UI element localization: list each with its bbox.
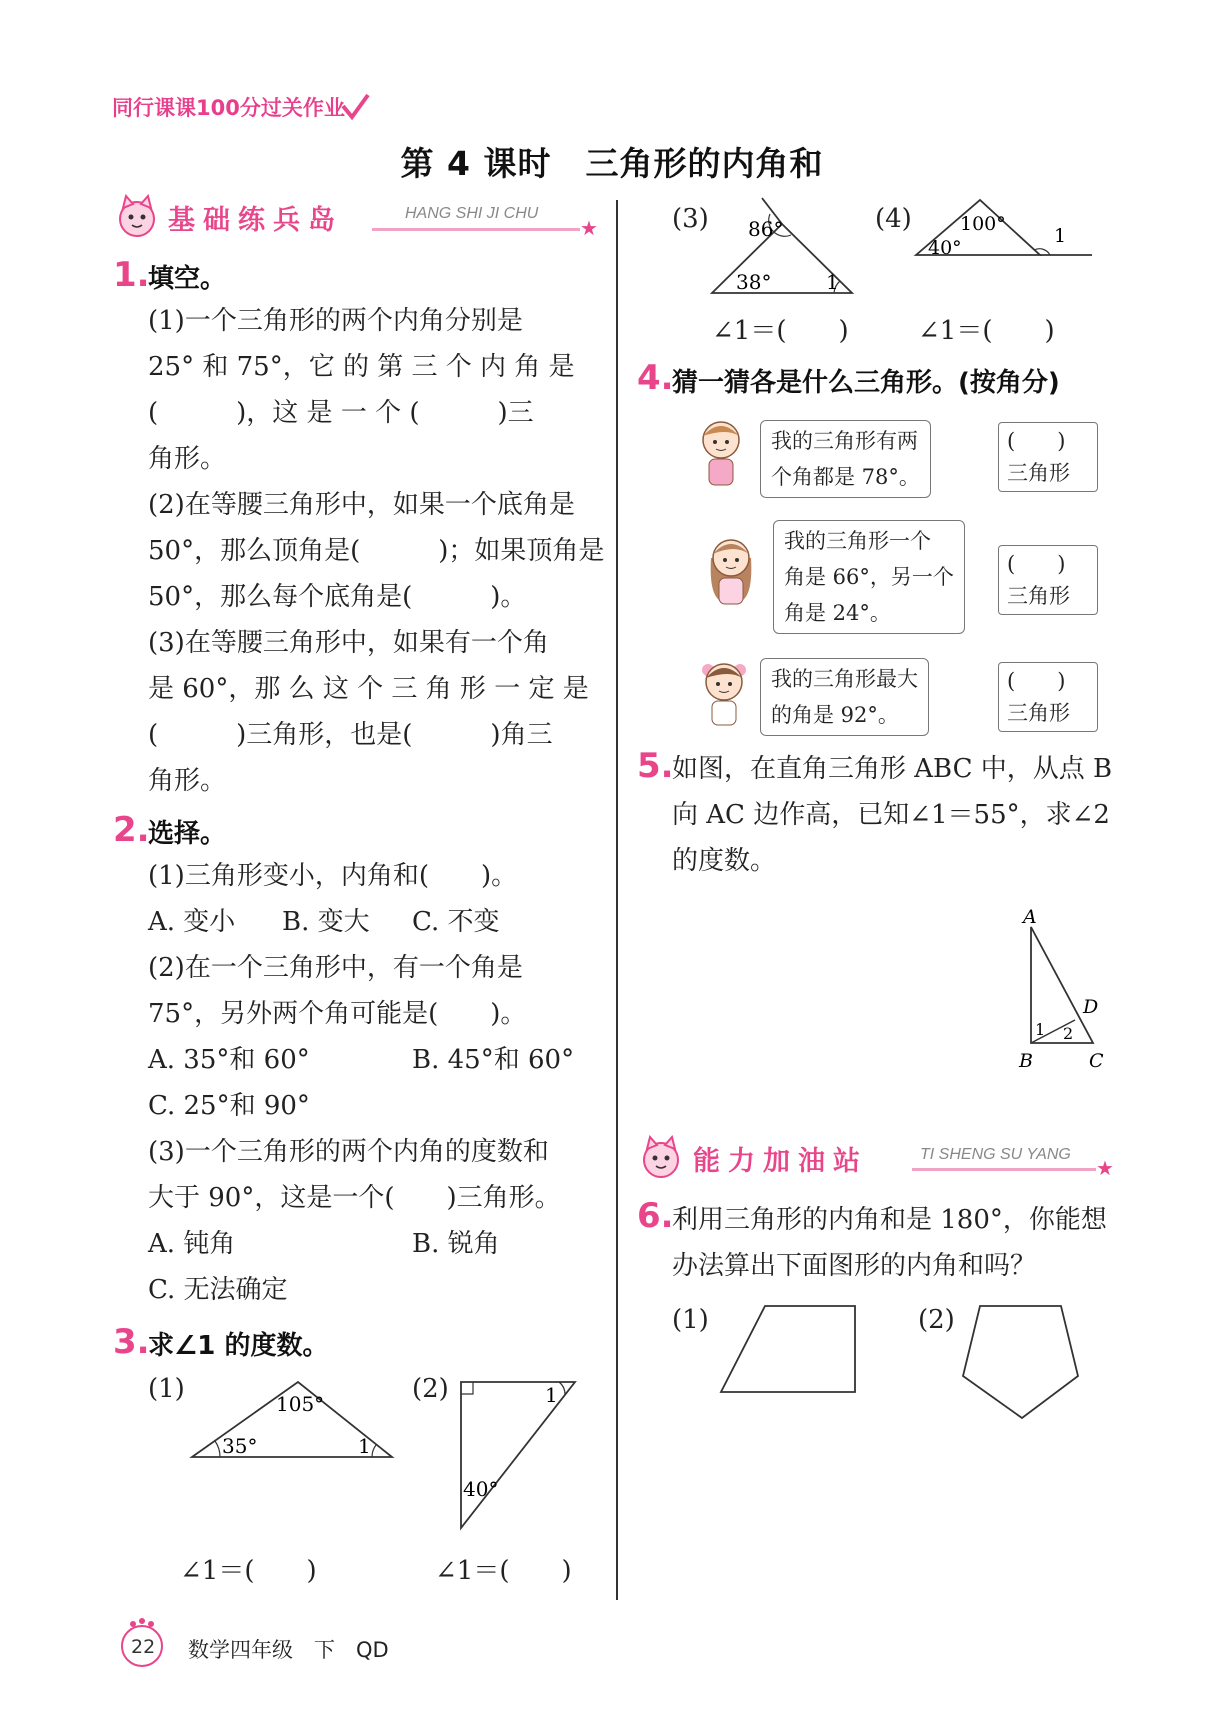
question-number-6: 6. — [637, 1196, 674, 1236]
q1-line: 50°，那么顶角是( )；如果顶角是 — [148, 536, 605, 566]
section-underline — [372, 228, 580, 231]
angle-label: 1 — [1054, 225, 1067, 247]
answer-suffix: 三角形 — [1007, 584, 1070, 608]
q1-line: 角形。 — [148, 766, 227, 796]
q5-line: 向 AC 边作高，已知∠1＝55°，求∠2 — [672, 800, 1110, 830]
cat-mascot-icon — [638, 1135, 684, 1181]
q2-sub1-option-b: B. 变大 — [282, 907, 370, 937]
question-number-2: 2. — [113, 810, 150, 850]
q2-sub2-option-a: A. 35°和 60° — [148, 1045, 310, 1075]
q1-line: ( )，这 是 一 个 ( )三 — [148, 398, 534, 428]
section-pinyin-ability: TI SHENG SU YANG — [920, 1146, 1071, 1163]
speech-line: 我的三角形最大 — [771, 667, 918, 691]
speech-line: 角是 66°，另一个 — [784, 565, 954, 589]
speech-bubble-3 — [760, 658, 929, 736]
q3-figure-4-label: (4) — [875, 204, 912, 234]
point-label: D — [1083, 996, 1099, 1018]
q2-sub1-stem: (1)三角形变小，内角和( )。 — [148, 861, 518, 891]
angle-label: 1 — [826, 270, 839, 294]
speech-line: 的角是 92°。 — [771, 703, 899, 727]
answer-suffix: 三角形 — [1007, 701, 1070, 725]
answer-blank: ( ) — [1007, 429, 1066, 453]
section-title-basic: 基础练兵岛 — [168, 205, 343, 236]
girl-pigtails-avatar — [700, 658, 748, 730]
column-divider — [616, 200, 618, 1600]
q5-line: 如图，在直角三角形 ABC 中，从点 B — [672, 754, 1113, 784]
page-number: 22 — [131, 1636, 156, 1658]
speech-bubble-2 — [773, 520, 965, 634]
q2-sub3-stem: 大于 90°，这是一个( )三角形。 — [148, 1183, 561, 1213]
boy-avatar — [697, 418, 745, 490]
section-underline — [912, 1168, 1096, 1171]
pentagon-figure — [955, 1300, 1085, 1425]
q3-answer-4: ∠1＝( ) — [918, 316, 1055, 346]
girl-avatar — [705, 530, 757, 610]
q3-figure-2-label: (2) — [412, 1374, 449, 1404]
section-title-ability: 能力加油站 — [693, 1146, 868, 1177]
cat-mascot-icon — [114, 194, 160, 240]
answer-box-1[interactable] — [998, 422, 1098, 492]
q3-figure-3-label: (3) — [672, 204, 709, 234]
q2-sub2-stem: (2)在一个三角形中，有一个角是 — [148, 953, 523, 983]
q1-line: (1)一个三角形的两个内角分别是 — [148, 306, 523, 336]
star-icon: ★ — [580, 216, 598, 240]
question-6-body — [672, 1197, 1107, 1289]
q1-line: 25° 和 75°，它 的 第 三 个 内 角 是 — [148, 352, 575, 382]
question-2-heading: 选择。 — [148, 819, 227, 849]
triangle-figure-3 — [700, 196, 870, 306]
question-3-heading: 求∠1 的度数。 — [148, 1331, 329, 1361]
point-label: A — [1023, 906, 1037, 928]
angle-label: 1 — [545, 1383, 558, 1407]
q1-line: (3)在等腰三角形中，如果有一个角 — [148, 628, 549, 658]
speech-line: 个角都是 78°。 — [771, 465, 920, 489]
triangle-figure-2 — [455, 1370, 585, 1540]
answer-box-3[interactable] — [998, 662, 1098, 732]
angle-label: 1 — [1035, 1020, 1046, 1039]
q3-answer-2: ∠1＝( ) — [435, 1556, 572, 1586]
q1-line: ( )三角形，也是( )角三 — [148, 720, 553, 750]
angle-label: 1 — [358, 1434, 371, 1458]
question-4-heading: 猜一猜各是什么三角形。(按角分) — [672, 368, 1060, 398]
q1-line: 是 60°，那 么 这 个 三 角 形 一 定 是 — [148, 674, 589, 704]
point-label: C — [1089, 1050, 1104, 1072]
speech-bubble-1 — [760, 420, 931, 498]
star-icon: ★ — [1096, 1156, 1114, 1180]
page-title: 第 4 课时 三角形的内角和 — [400, 144, 824, 183]
speech-line: 我的三角形一个 — [784, 529, 931, 553]
section-pinyin-basic: HANG SHI JI CHU — [405, 205, 539, 222]
question-number-5: 5. — [637, 746, 674, 786]
question-5-body — [672, 746, 1112, 884]
point-label: B — [1019, 1050, 1033, 1072]
angle-label: 40° — [463, 1477, 499, 1501]
answer-blank: ( ) — [1007, 669, 1066, 693]
angle-label: 38° — [736, 270, 772, 294]
q2-sub2-option-b: B. 45°和 60° — [412, 1045, 575, 1075]
q6-figure-2-label: (2) — [918, 1305, 955, 1335]
q5-line: 的度数。 — [672, 846, 777, 876]
q6-figure-1-label: (1) — [672, 1305, 709, 1335]
question-number-4: 4. — [637, 358, 674, 398]
q1-line: 角形。 — [148, 444, 227, 474]
question-number-3: 3. — [113, 1322, 150, 1362]
q2-sub3-option-a: A. 钝角 — [148, 1229, 236, 1259]
question-number-1: 1. — [113, 255, 150, 295]
q6-line: 办法算出下面图形的内角和吗？ — [672, 1251, 1037, 1281]
q3-answer-3: ∠1＝( ) — [712, 316, 849, 346]
q1-line: 50°，那么每个底角是( )。 — [148, 582, 527, 612]
triangle-figure-1 — [180, 1370, 420, 1480]
answer-box-2[interactable] — [998, 545, 1098, 615]
question-1-heading: 填空。 — [148, 264, 227, 294]
footer-book-info: 数学四年级 下 QD — [188, 1638, 389, 1662]
angle-label: 40° — [928, 237, 962, 259]
q2-sub3-option-c: C. 无法确定 — [148, 1275, 288, 1305]
q2-sub1-option-c: C. 不变 — [412, 907, 500, 937]
q6-line: 利用三角形的内角和是 180°，你能想 — [672, 1205, 1107, 1235]
checkmark-icon — [340, 92, 370, 122]
angle-label: 100° — [960, 213, 1006, 235]
q3-figure-1-label: (1) — [148, 1374, 185, 1404]
angle-label: 35° — [222, 1434, 258, 1458]
q2-sub1-option-a: A. 变小 — [148, 907, 236, 937]
q2-sub2-stem: 75°，另外两个角可能是( )。 — [148, 999, 527, 1029]
trapezoid-figure — [715, 1300, 865, 1400]
q2-sub3-stem: (3)一个三角形的两个内角的度数和 — [148, 1137, 549, 1167]
angle-label: 105° — [276, 1392, 325, 1416]
angle-label: 86° — [748, 217, 784, 241]
series-title: 同行课课100分过关作业 — [112, 96, 345, 120]
q2-sub3-option-b: B. 锐角 — [412, 1229, 500, 1259]
right-triangle-abc-figure — [1005, 905, 1115, 1075]
angle-label: 2 — [1063, 1024, 1074, 1043]
speech-line: 我的三角形有两 — [771, 429, 918, 453]
q1-line: (2)在等腰三角形中，如果一个底角是 — [148, 490, 575, 520]
answer-suffix: 三角形 — [1007, 461, 1070, 485]
answer-blank: ( ) — [1007, 552, 1066, 576]
triangle-figure-4 — [910, 196, 1100, 266]
question-1-body — [148, 298, 604, 804]
q2-sub2-option-c: C. 25°和 90° — [148, 1091, 310, 1121]
q3-answer-1: ∠1＝( ) — [180, 1556, 317, 1586]
speech-line: 角是 24°。 — [784, 601, 891, 625]
